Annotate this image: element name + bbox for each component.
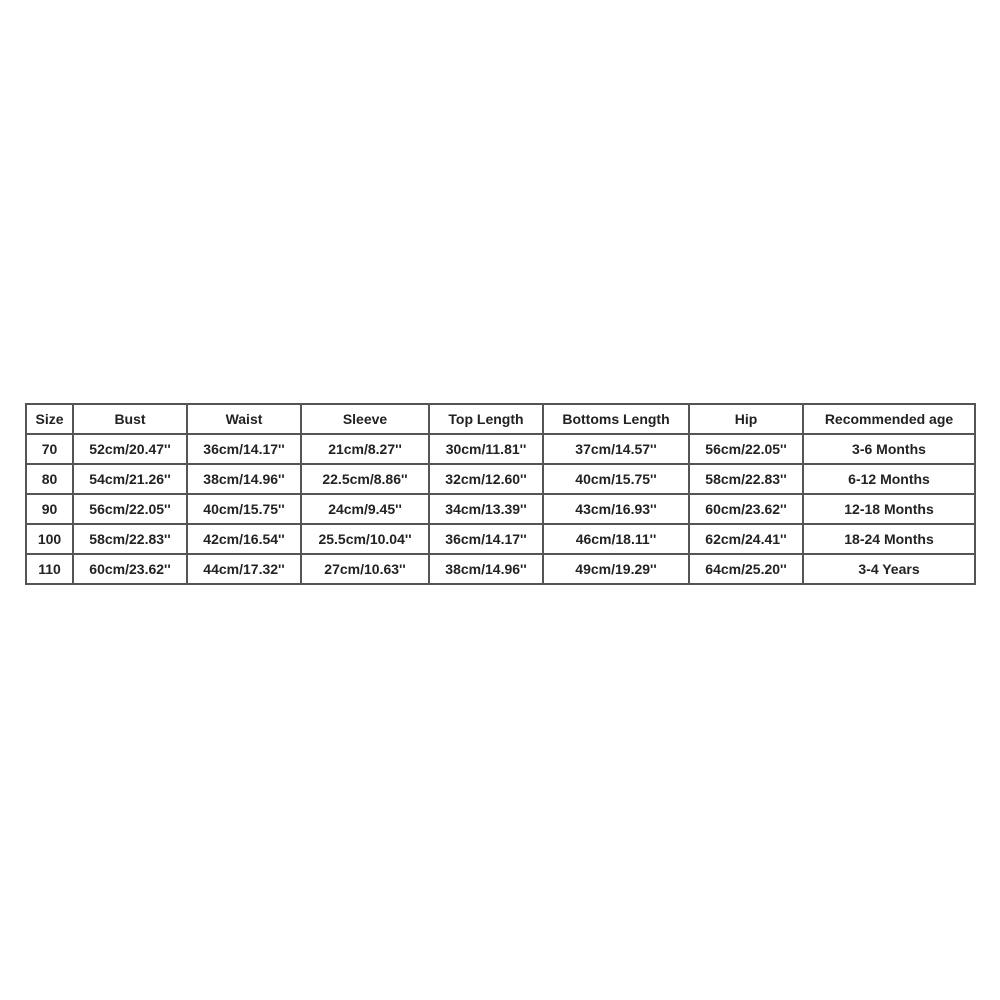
table-row: [26, 494, 975, 524]
table-cell: 62cm/24.41'': [689, 524, 803, 554]
table-cell: 110: [26, 554, 73, 584]
table-row: [26, 434, 975, 464]
table-cell: 27cm/10.63'': [301, 554, 429, 584]
column-header: Waist: [187, 404, 301, 434]
column-header: Size: [26, 404, 73, 434]
size-chart-table: [25, 403, 976, 585]
table-cell: 46cm/18.11'': [543, 524, 689, 554]
table-cell: 40cm/15.75'': [187, 494, 301, 524]
table-cell: 60cm/23.62'': [689, 494, 803, 524]
column-header: Top Length: [429, 404, 543, 434]
table-cell: 64cm/25.20'': [689, 554, 803, 584]
table-cell: 60cm/23.62'': [73, 554, 187, 584]
table-cell: 24cm/9.45'': [301, 494, 429, 524]
table-cell: 21cm/8.27'': [301, 434, 429, 464]
table-cell: 56cm/22.05'': [689, 434, 803, 464]
table-cell: 43cm/16.93'': [543, 494, 689, 524]
table-cell: 22.5cm/8.86'': [301, 464, 429, 494]
table-cell: 38cm/14.96'': [429, 554, 543, 584]
table-row: [26, 554, 975, 584]
table-cell: 90: [26, 494, 73, 524]
table-cell: 12-18 Months: [803, 494, 975, 524]
column-header: Recommended age: [803, 404, 975, 434]
column-header: Hip: [689, 404, 803, 434]
table-cell: 42cm/16.54'': [187, 524, 301, 554]
header-row: [26, 404, 975, 434]
table-cell: 54cm/21.26'': [73, 464, 187, 494]
table-cell: 44cm/17.32'': [187, 554, 301, 584]
table-cell: 3-4 Years: [803, 554, 975, 584]
table-cell: 56cm/22.05'': [73, 494, 187, 524]
table-cell: 80: [26, 464, 73, 494]
table-cell: 36cm/14.17'': [429, 524, 543, 554]
table-cell: 52cm/20.47'': [73, 434, 187, 464]
table-cell: 34cm/13.39'': [429, 494, 543, 524]
table-cell: 30cm/11.81'': [429, 434, 543, 464]
table-cell: 3-6 Months: [803, 434, 975, 464]
table-cell: 58cm/22.83'': [689, 464, 803, 494]
table-cell: 100: [26, 524, 73, 554]
column-header: Bottoms Length: [543, 404, 689, 434]
column-header: Bust: [73, 404, 187, 434]
table-cell: 70: [26, 434, 73, 464]
column-header: Sleeve: [301, 404, 429, 434]
table-cell: 36cm/14.17'': [187, 434, 301, 464]
table-cell: 25.5cm/10.04'': [301, 524, 429, 554]
table-cell: 49cm/19.29'': [543, 554, 689, 584]
table-cell: 6-12 Months: [803, 464, 975, 494]
table-cell: 40cm/15.75'': [543, 464, 689, 494]
table-cell: 37cm/14.57'': [543, 434, 689, 464]
table-cell: 58cm/22.83'': [73, 524, 187, 554]
table-cell: 38cm/14.96'': [187, 464, 301, 494]
table-row: [26, 464, 975, 494]
table-cell: 32cm/12.60'': [429, 464, 543, 494]
table-cell: 18-24 Months: [803, 524, 975, 554]
table-row: [26, 524, 975, 554]
